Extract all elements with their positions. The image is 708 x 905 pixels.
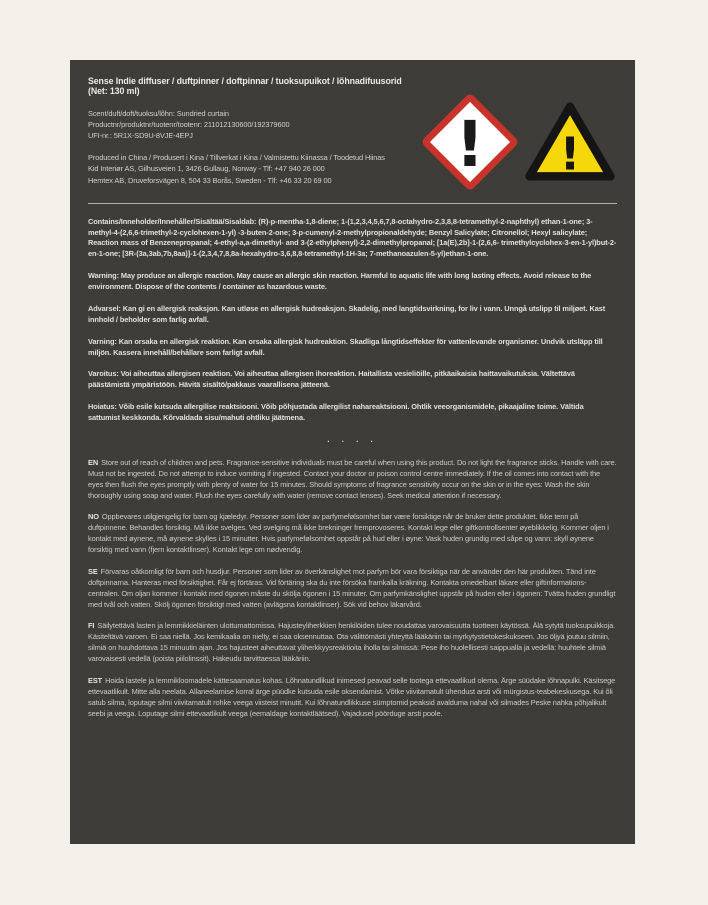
warning-exclamation-glyph: !: [559, 127, 581, 181]
scent-line: Scent/duft/doft/tuoksu/lõhn: Sundried curtain: [88, 109, 229, 118]
header-divider: [88, 203, 617, 204]
instructions-fi-text: Säilytettävä lasten ja lemmikkieläinten ulottumattomissa. Hajusteyliherkkien henkilöiden tulee noudattaa varovaisuutta tuotteen käytössä. Älä sytytä tuoksupuikkoja. Käsiteltävä varoen. Ei saa niellä. Jos kemikaalia on nielty, ei saa oksennuttaa. Ota välittömästi yhteyttä lääkäriin tai myrkytystietokeskukseen. Jos öljyä joutuu silmiin, silmiä on huuhdottava 15 minuutin ajan. Jos hajusteet aiheuttavat yliherkkyysreaktioita iholla tai silmissä: Pese iho huolellisesti saippualla ja vedellä: huuhtele silmiä varovaisesti vedellä (poista piilolinssit). Hakeudu tarvittaessa lääkäriin.: [88, 621, 616, 664]
instructions-est-text: Hoida lastele ja lemmikloomadele kättesaamatus kohas. Lõhnatundlikud inimesed peavad selle tootega ettevaatlikud olema. Ärge süüdake lõhnapulki. Käsitsege ettevaatlikult. Mitte alla neelata. Allaneelamise korral ärge püüdke kutsuda esile oksendamist. Võtke viivitamatult ühendust arsti või mürgistus-teabekeskusega. Kui õli satub silma, loputage silmi viivitamatult rohke veega viisteist minutit. Kui lõhnatundlikkuse sümptomid peaksid avalduma nahal või silmades Peske nahka põhjalikult seebi ja veega. Loputage silmi ettevaatlikult veega (eemaldage kontaktläätsed). Vajadusel pöörduge arsti poole.: [88, 675, 616, 718]
warning-statement-est: Hoiatus: Võib esile kutsuda allergilise reaktsiooni. Võib põhjustada allergilist nahareaktsiooni. Ohtlik veeorganismidele, pikaajaline toime. Vältida sattumist keskkonda. Kõrvaldada sisu/mahuti ohtliku jäätmena.: [88, 402, 584, 423]
address-norway-line: Kid Interiør AS, Gilhusveien 1, 3426 Gullaug, Norway - Tlf: +47 940 26 000: [88, 164, 325, 174]
hazard-pictograms: [414, 75, 617, 197]
header-text-block: [88, 75, 414, 197]
product-number-line: Productnr/produktnr/tuotenr/tootenr: 211012130600/192379600: [88, 120, 290, 130]
warning-statement-fi: Varoitus: Voi aiheuttaa allergisen reaktion. Voi aiheuttaa allergisen ihoreaktion. Haitallista vesieliöille, pitkäaikaisia haittavaikutuksia. Vältettävä päästämistä ympäristöön. Hävitä sisältö/pakkaus vaarallisena jätteenä.: [88, 369, 575, 390]
product-title: Sense Indie diffuser / duftpinner / doftpinnar / tuoksupuikot / lõhnadifuusorid (Net: 130 ml): [88, 76, 402, 96]
warning-statement-se: Varning: Kan orsaka en allergisk reaktion. Kan orsaka allergisk hudreaktion. Skadliga långtidseffekter för vattenlevande organismer. Undvik utsläpp till miljön. Kassera innehåll/behållare som farligt avfall.: [88, 336, 603, 357]
instructions-en: [88, 458, 617, 502]
instructions-no: [88, 512, 617, 556]
instructions-en-text: Store out of reach of children and pets. Fragrance-sensitive individuals must be careful when using this product. Do not light the fragrance sticks. Handle with care. Must not be ingested. Do not attempt to induce vomiting if ingested. Contact your doctor or poison control centre immediately. If the oil comes into contact with the eyes then flush the eyes promptly with plenty of water for 15 minutes. Should symptoms of fragrance sensitivity occur on the skin or in the eyes: Wash the skin thoroughly using soap and water. Flush the eyes carefully with water (remove contact lenses). Seek medical attention if necessary.: [88, 457, 617, 500]
language-prefix-est: EST: [88, 675, 103, 685]
instructions-est: [88, 676, 617, 720]
product-safety-label: [70, 60, 635, 844]
language-prefix-se: SE: [88, 566, 98, 576]
ufi-line: UFI-nr.: 5R1X-SD9U-8VJE-4EPJ: [88, 131, 193, 141]
ghs07-exclamation-icon: [422, 94, 518, 190]
address-sweden-line: Hemtex AB, Druveforsvägen 8, 504 33 Borås, Sweden - Tlf: +46 33 20 69 00: [88, 175, 332, 185]
producer-info-block: [88, 152, 414, 185]
language-prefix-no: NO: [88, 512, 99, 522]
language-prefix-fi: FI: [88, 621, 95, 631]
instructions-se: [88, 567, 617, 611]
dots-separator: . . . .: [327, 434, 378, 444]
warning-statement-no: Advarsel: Kan gi en allergisk reaksjon. Kan utløse en allergisk hudreaksjon. Skadelig, med langtidsvirkning, for liv i vann. Unngå utslipp til miljøet. Kast innhold / beholder som farlig avfall.: [88, 303, 606, 324]
product-info-block: [88, 108, 414, 141]
produced-in-line: Produced in China / Produsert i Kina / Tillverkat i Kina / Valmistettu Kiinassa / Toodetud Hiinas: [88, 153, 385, 163]
ghs-exclamation-glyph: !: [455, 106, 485, 181]
instructions-se-text: Förvaras oåtkomligt för barn och husdjur. Personer som lider av överkänslighet mot parfym bör vara försiktiga när de använder den här produkten. Tänd inte doftpinnarna. Hanteras med försiktighet. Får ej förtäras. Vid förtäring ska du inte försöka framkalla kräkning. Kontakta omedelbart läkare eller giftinformations-centralen. Om oljan kommer i kontakt med ögonen måste du skölja ögonen i 15 minuter. Om parfymkänslighet uppstår på huden eller i ögonen: Tvätta huden grundligt med tvål och vatten. Skölj ögonen försiktigt med vatten (avlägsna kontaktlinser). Sök vid behov läkarvård.: [88, 566, 616, 609]
contains-statement: Contains/Inneholder/Innehåller/Sisältää/Sisaldab: (R)-p-mentha-1,8-diene; 1-(1,2,3,4,5,6,7,8-octahydro-2,3,8,8-tetramethyl-2-naphthyl) ethan-1-one; 3-methyl-4-(2,6,6-trimethyl-2-cyclohexen-1-yl) -3-buten-2-one; 3-p-cumenyl-2-methylpropionaldehyde; Benzyl Salicylate; Citronellol; Hexyl salicylate; Reaction mass of Benzenepropanal; 4-ethyl-a,a-dimethyl- and 3-(2-ethylphenyl)-2,2-dimethylpropanal; [1a(E),2b]-1-(2,6,6- trimethylcyclohex-3-en-1-yl)but-2-en-1-one; [3R-(3a,3ab,7b,8aa)]-1-(2,3,4,7,8,8a-hexahydro-3,6,8,8-tetramethyl-1H-3a; 7-methanoazulen-5-yl)ethan-1-one.: [88, 216, 617, 259]
label-header: [88, 75, 617, 197]
instructions-fi: [88, 621, 617, 665]
instructions-no-text: Oppbevares utilgjengelig for barn og kjæledyr. Personer som lider av parfymefølsomhet bør være forsiktige når de bruker dette produktet. Ikke tenn på duftpinnene. Behandles forsiktig. Må ikke svelges. Ved svelging må ikke brekninger fremprovoseres. Kontakt lege eller giftkontrollsenter øyeblikkelig. Kommer oljen i kontakt med øynene, må øynene skylles i 15 minutter. Hvis parfymefølsomhet oppstår på hud eller i øyne: Vask huden grundig med såpe og vann: skyll øynene forsiktig med vann (fjern kontaktlinser). Kontakt lege om nødvendig.: [88, 512, 609, 555]
warning-triangle-icon: [523, 100, 617, 184]
language-prefix-en: EN: [88, 457, 99, 467]
warning-statement-en: Warning: May produce an allergic reaction. May cause an allergic skin reaction. Harmful to aquatic life with long lasting effects. Avoid release to the environment. Dispose of the contents / container as hazardous waste.: [88, 271, 592, 292]
